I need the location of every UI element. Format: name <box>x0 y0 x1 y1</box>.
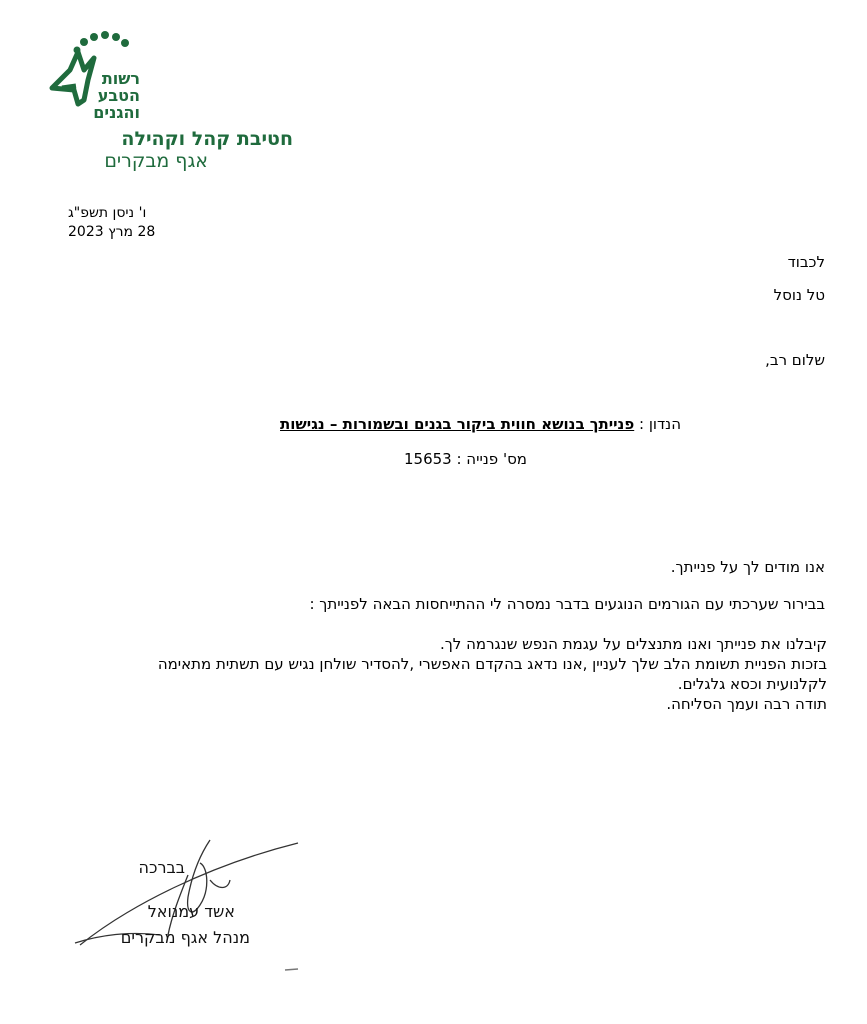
reference-number: מס' פנייה : 15653 <box>403 450 527 468</box>
body-line: קיבלנו את פנייתך ואנו מתנצלים על עגמת הנפש שנגרמה לך. <box>439 635 827 653</box>
signatory-name: אשד עמנואל <box>147 902 235 921</box>
subject-label: הנדון : <box>639 415 681 433</box>
body-paragraph-1: אנו מודים לך על פנייתך. <box>670 558 825 576</box>
body-line: לקלנועית וכסא גלגלים. <box>677 675 827 693</box>
org-name-line-3: והגנים <box>93 103 140 122</box>
org-name-line-2: הטבע <box>97 86 140 105</box>
org-name-line-1: רשות <box>101 69 140 88</box>
body-paragraph-3 <box>17 634 827 714</box>
recipient-name: טל נוסל <box>773 286 825 304</box>
signatory-title: מנהל אגף מבקרים <box>120 928 250 947</box>
body-paragraph-2: בבירור שערכתי עם הגורמים הנוגעים בדבר נמסרה לי ההתייחסות הבאה לפנייתך : <box>309 595 825 613</box>
salutation: לכבוד <box>787 253 825 271</box>
greeting: שלום רב, <box>765 351 825 369</box>
body-line: בזכות הפניית תשומת הלב שלך לעניין ,אנו נדאג בהקדם האפשרי ,להסדיר שולחן נגיש עם תשתית מתאימה <box>157 655 827 673</box>
subject-line <box>280 415 681 433</box>
signature-closing: בברכה <box>138 858 185 877</box>
gregorian-date: 28 מרץ 2023 <box>68 224 156 240</box>
body-line: תודה רבה ועמך הסליחה. <box>666 695 827 713</box>
division-name: חטיבת קהל וקהילה <box>121 128 293 150</box>
hebrew-date: ו' ניסן תשפ"ג <box>68 205 147 221</box>
department-name: אגף מבקרים <box>104 150 208 172</box>
subject-text: פנייתך בנושא חווית ביקור בגנים ובשמורות – נגישות <box>280 415 635 433</box>
